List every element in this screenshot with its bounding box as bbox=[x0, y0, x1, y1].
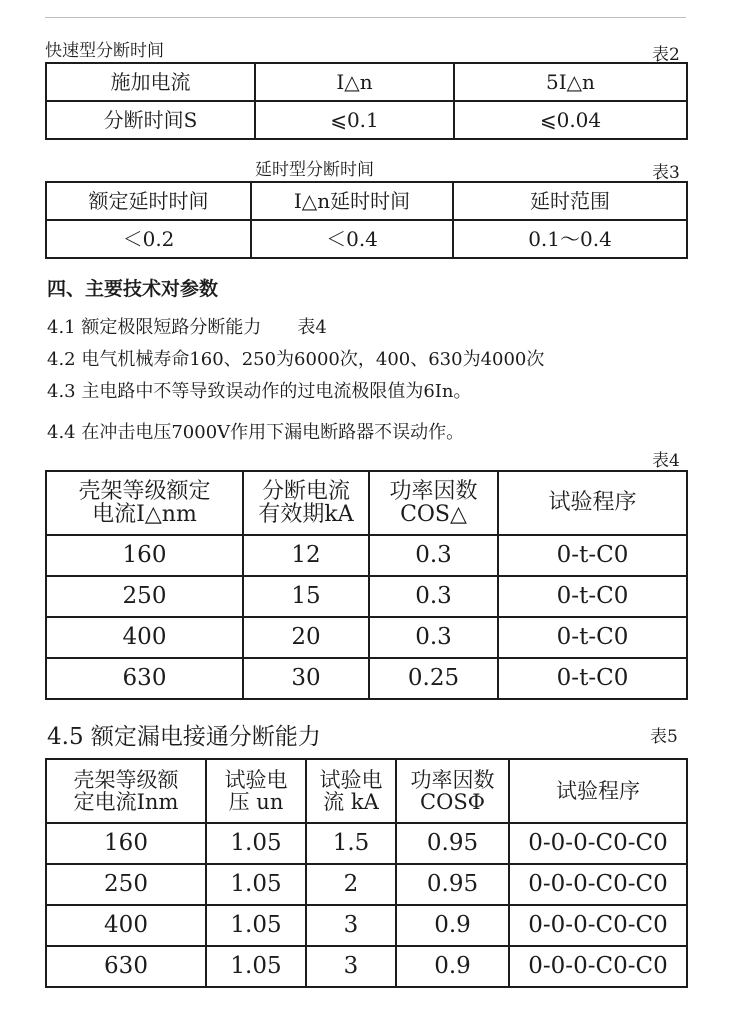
table2 bbox=[45, 62, 688, 140]
table5-cell: 1.05 bbox=[206, 946, 306, 987]
section45-heading: 4.5 额定漏电接通分断能力 bbox=[47, 724, 321, 750]
table-row bbox=[46, 658, 687, 699]
table2-cell: ⩽0.04 bbox=[454, 101, 687, 139]
table5-cell: 1.05 bbox=[206, 823, 306, 864]
table4-cell: 630 bbox=[46, 658, 243, 699]
table5-cell: 1.5 bbox=[306, 823, 396, 864]
table-row bbox=[46, 576, 687, 617]
table-row bbox=[46, 864, 687, 905]
table3-cell: 0.1～0.4 bbox=[453, 220, 687, 258]
table3-caption: 延时型分断时间 bbox=[255, 160, 374, 180]
table5-cell: 1.05 bbox=[206, 864, 306, 905]
table2-cell: 分断时间S bbox=[46, 101, 255, 139]
table4-cell: 250 bbox=[46, 576, 243, 617]
table5-header-cell: 试验程序 bbox=[509, 759, 687, 823]
table5-cell: 2 bbox=[306, 864, 396, 905]
table3-cell: ＜0.2 bbox=[46, 220, 251, 258]
table3-header-cell: 延时范围 bbox=[453, 182, 687, 220]
top-rule bbox=[45, 17, 686, 18]
section4-item: 4.3 主电路中不等导致误动作的过电流极限值为6In。 bbox=[47, 381, 472, 402]
table5-cell: 1.05 bbox=[206, 905, 306, 946]
table4-cell: 20 bbox=[243, 617, 369, 658]
table2-cell: ⩽0.1 bbox=[255, 101, 454, 139]
table4-cell: 30 bbox=[243, 658, 369, 699]
table4-cell: 400 bbox=[46, 617, 243, 658]
table3-label: 表3 bbox=[652, 163, 680, 183]
table-row bbox=[46, 535, 687, 576]
table4-cell: 0-t-C0 bbox=[498, 658, 687, 699]
table4-cell: 0.25 bbox=[369, 658, 498, 699]
table4-cell: 0-t-C0 bbox=[498, 576, 687, 617]
table4-cell: 12 bbox=[243, 535, 369, 576]
table4-cell: 0-t-C0 bbox=[498, 617, 687, 658]
table-row bbox=[46, 946, 687, 987]
table-row bbox=[46, 617, 687, 658]
section4-item: 4.1 额定极限短路分断能力 表4 bbox=[47, 317, 327, 338]
table4-cell: 0.3 bbox=[369, 535, 498, 576]
table4-label: 表4 bbox=[652, 451, 680, 471]
table5-cell: 0.9 bbox=[396, 905, 509, 946]
table5-header-cell: 功率因数 COSΦ bbox=[396, 759, 509, 823]
table5-header-cell: 试验电 压 un bbox=[206, 759, 306, 823]
table5-label: 表5 bbox=[650, 727, 678, 747]
table4-cell: 0-t-C0 bbox=[498, 535, 687, 576]
table5-cell: 0.9 bbox=[396, 946, 509, 987]
table3-header-cell: 额定延时时间 bbox=[46, 182, 251, 220]
table2-header-cell: 施加电流 bbox=[46, 63, 255, 101]
section4-item: 4.2 电气机械寿命160、250为6000次，400、630为4000次 bbox=[47, 349, 545, 370]
table2-header-cell: 5I△n bbox=[454, 63, 687, 101]
table5-cell: 3 bbox=[306, 905, 396, 946]
table4-cell: 0.3 bbox=[369, 576, 498, 617]
table3 bbox=[45, 181, 688, 259]
table5-cell: 0.95 bbox=[396, 823, 509, 864]
section4-item: 4.4 在冲击电压7000V作用下漏电断路器不误动作。 bbox=[47, 422, 465, 443]
section4-heading: 四、主要技术对参数 bbox=[47, 278, 219, 300]
table4 bbox=[45, 470, 688, 700]
table4-cell: 15 bbox=[243, 576, 369, 617]
table5-cell: 160 bbox=[46, 823, 206, 864]
table5-cell: 3 bbox=[306, 946, 396, 987]
table5-cell: 0-0-0-C0-C0 bbox=[509, 905, 687, 946]
table5-header-cell: 壳架等级额 定电流Inm bbox=[46, 759, 206, 823]
table3-cell: ＜0.4 bbox=[251, 220, 453, 258]
table5-cell: 630 bbox=[46, 946, 206, 987]
table4-cell: 0.3 bbox=[369, 617, 498, 658]
table5 bbox=[45, 758, 688, 988]
table2-header-cell: I△n bbox=[255, 63, 454, 101]
table5-cell: 400 bbox=[46, 905, 206, 946]
table4-cell: 160 bbox=[46, 535, 243, 576]
table4-header-cell: 试验程序 bbox=[498, 471, 687, 535]
table4-header-cell: 功率因数 COS△ bbox=[369, 471, 498, 535]
table5-cell: 0-0-0-C0-C0 bbox=[509, 864, 687, 905]
table5-cell: 250 bbox=[46, 864, 206, 905]
table2-label: 表2 bbox=[652, 45, 680, 65]
table5-header-cell: 试验电 流 kA bbox=[306, 759, 396, 823]
table3-header-cell: I△n延时时间 bbox=[251, 182, 453, 220]
table5-cell: 0-0-0-C0-C0 bbox=[509, 946, 687, 987]
table-row bbox=[46, 823, 687, 864]
table5-cell: 0.95 bbox=[396, 864, 509, 905]
table2-caption: 快速型分断时间 bbox=[45, 41, 164, 61]
table4-header-cell: 分断电流 有效期kA bbox=[243, 471, 369, 535]
table5-cell: 0-0-0-C0-C0 bbox=[509, 823, 687, 864]
table-row bbox=[46, 905, 687, 946]
table4-header-cell: 壳架等级额定 电流I△nm bbox=[46, 471, 243, 535]
